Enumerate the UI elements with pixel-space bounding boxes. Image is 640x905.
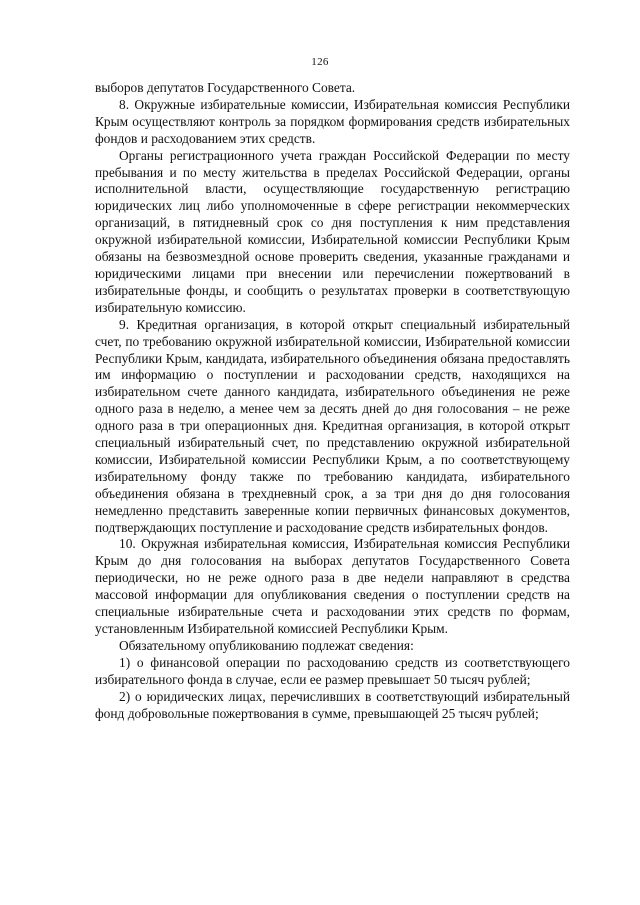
paragraph-item-8: 8. Окружные избирательные комиссии, Избирательная комиссия Республики Крым осуществляют контроль за порядком формирования средств избирательных фондов и расходованием этих средств. xyxy=(95,96,570,146)
list-item-1: 1) о финансовой операции по расходованию средств из соответствующего избирательного фонда в случае, если ее размер превышает 50 тысяч рублей; xyxy=(95,654,570,687)
paragraph-registration-authorities: Органы регистрационного учета граждан Российской Федерации по месту пребывания и по месту жительства в пределах Российской Федерации, органы исполнительной власти, осуществляющие государственную регистрацию юридических лиц либо уполномоченные в сфере регистрации некоммерческих организаций, в пятидневный срок со дня поступления к ним представления окружной избирательной комиссии, Избирательной комиссии Республики Крым обязаны на безвозмездной основе проверить сведения, указанные гражданами и юридическими лицами при внесении или перечислении пожертвований в избирательные фонды, и сообщить о результатах проверки в соответствующую избирательную комиссию. xyxy=(95,147,570,315)
paragraph-continuation: выборов депутатов Государственного Совета. xyxy=(95,80,356,95)
list-item-2: 2) о юридических лицах, перечисливших в соответствующий избирательный фонд добровольные пожертвования в сумме, превышающей 25 тысяч рублей; xyxy=(95,688,570,721)
paragraph-item-9: 9. Кредитная организация, в которой открыт специальный избирательный счет, по требованию окружной избирательной комиссии, Избирательной комиссии Республики Крым, кандидата, избирательного объединения обязана предоставлять им информацию о поступлении и расходовании средств, находящихся на избирательном счете данного кандидата, избирательного объединения не реже одного раза в неделю, а менее чем за десять дней до дня голосования – не реже одного раза в три операционных дня. Кредитная организация, в которой открыт специальный избирательный счет, по представлению окружной избирательной комиссии, Избирательной комиссии Республики Крым, а по соответствующему избирательному фонду также по требованию кандидата, избирательного объединения обязана в трехдневный срок, а за три дня до дня голосования немедленно представить заверенные копии первичных финансовых документов, подтверждающих поступление и расходование средств избирательных фондов. xyxy=(95,316,570,535)
paragraph-item-10: 10. Окружная избирательная комиссия, Избирательная комиссия Республики Крым до дня голосования на выборах депутатов Государственного Совета периодически, но не реже одного раза в две недели направляют в средства массовой информации для опубликования сведения о поступлении средств на специальные избирательные счета и расходовании этих средств по формам, установленным Избирательной комиссией Республики Крым. xyxy=(95,536,570,636)
paragraph-mandatory-publication: Обязательному опубликованию подлежат сведения: xyxy=(119,637,414,653)
page-number: 126 xyxy=(311,56,329,68)
document-body xyxy=(95,80,570,722)
